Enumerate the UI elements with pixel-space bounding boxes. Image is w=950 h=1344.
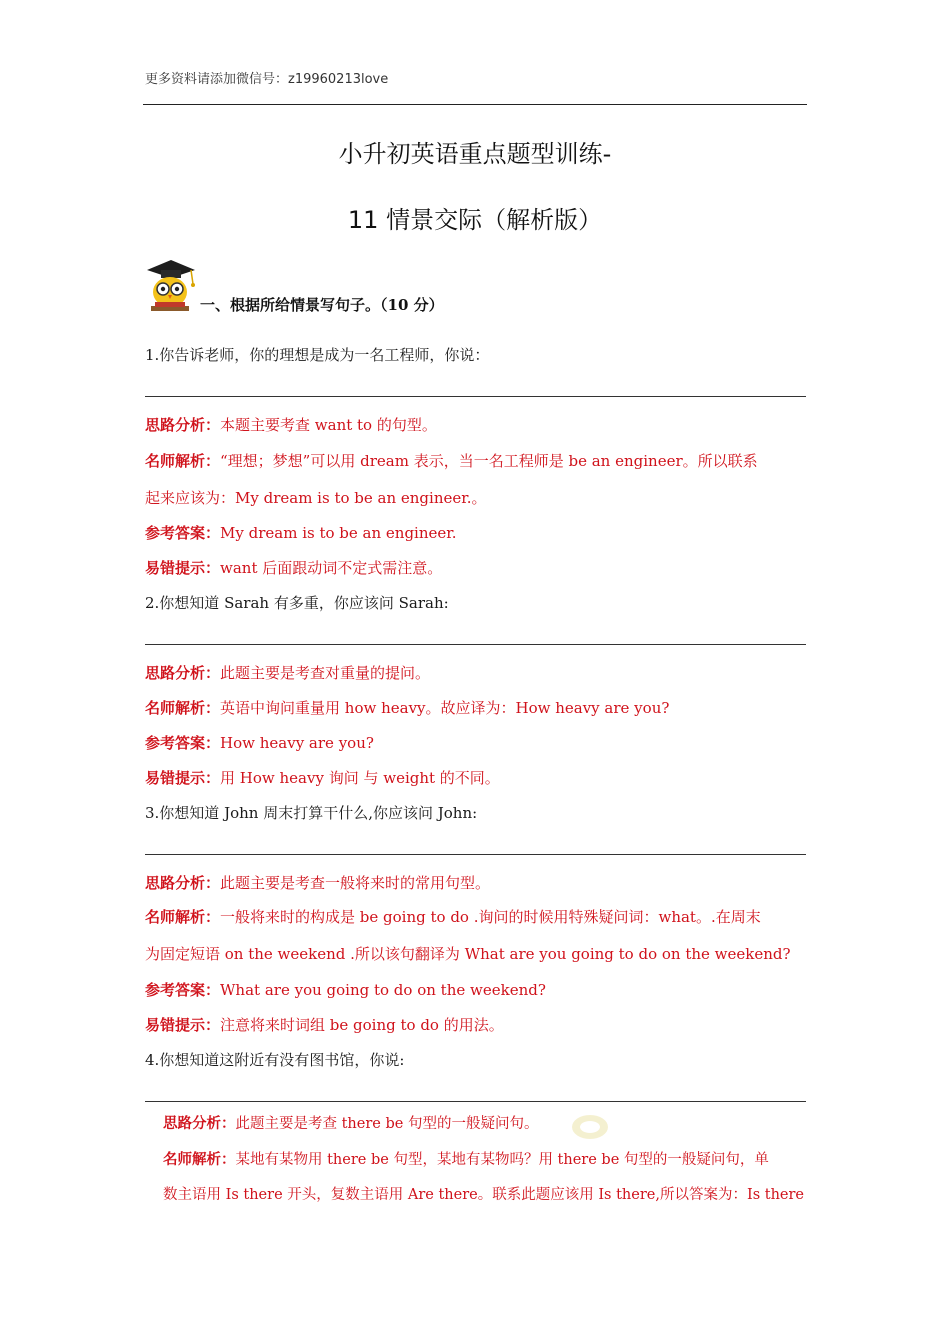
answer-text: How heavy are you? — [220, 734, 374, 752]
teacher-label: 名师解析： — [145, 908, 221, 926]
teacher-label: 名师解析： — [145, 699, 221, 717]
answer-label: 参考答案： — [145, 524, 221, 542]
question-1-prompt: 1.你告诉老师，你的理想是成为一名工程师，你说： — [145, 346, 490, 364]
tip-text: want 后面跟动词不定式需注意。 — [220, 559, 443, 577]
tip-label: 易错提示： — [145, 769, 221, 787]
question-3-tip — [145, 1014, 504, 1035]
question-1-analysis — [145, 414, 437, 435]
question-2-answer-line[interactable] — [145, 644, 806, 645]
teacher-label: 名师解析： — [163, 1151, 236, 1168]
teacher-text-line1: “理想；梦想”可以用 dream 表示，当一名工程师是 be an engineer。所以联系 — [220, 452, 758, 470]
answer-text: My dream is to be an engineer. — [220, 524, 457, 542]
question-3-analysis — [145, 872, 490, 893]
analysis-text: 本题主要考查 want to 的句型。 — [220, 416, 437, 434]
answer-label: 参考答案： — [145, 734, 221, 752]
question-3-teacher-notes-cont: 为固定短语 on the weekend .所以该句翻译为 What are you going to do on the weekend? — [145, 945, 791, 963]
page-title-line1: 小升初英语重点题型训练- — [338, 140, 612, 168]
tip-text: 用 How heavy 询问 与 weight 的不同。 — [220, 769, 500, 787]
question-1-teacher-notes — [145, 450, 758, 471]
analysis-label: 思路分析： — [145, 874, 221, 892]
section-heading: 一、根据所给情景写句子。（10 分） — [200, 296, 444, 314]
question-2-analysis — [145, 662, 430, 683]
tip-label: 易错提示： — [145, 559, 221, 577]
question-2-teacher-notes — [145, 697, 669, 718]
question-3-teacher-notes — [145, 906, 761, 927]
answer-text: What are you going to do on the weekend? — [220, 981, 546, 999]
analysis-text: 此题主要是考查对重量的提问。 — [220, 664, 431, 682]
tip-label: 易错提示： — [145, 1016, 221, 1034]
question-2-tip — [145, 767, 500, 788]
analysis-label: 思路分析： — [145, 664, 221, 682]
analysis-label: 思路分析： — [145, 416, 221, 434]
question-1-reference-answer — [145, 522, 457, 543]
analysis-label: 思路分析： — [163, 1115, 236, 1132]
tip-text: 注意将来时词组 be going to do 的用法。 — [220, 1016, 504, 1034]
analysis-text: 此题主要是考查一般将来时的常用句型。 — [220, 874, 491, 892]
question-1-tip — [145, 557, 442, 578]
answer-label: 参考答案： — [145, 981, 221, 999]
question-4-answer-line[interactable] — [145, 1101, 806, 1102]
teacher-label: 名师解析： — [145, 452, 221, 470]
question-2-prompt: 2.你想知道 Sarah 有多重，你应该问 Sarah: — [145, 594, 449, 612]
page-title-line2: 11 情景交际（解析版） — [347, 206, 603, 234]
question-1-teacher-notes-cont: 起来应该为：My dream is to be an engineer.。 — [145, 489, 487, 507]
header-contact-note: 更多资料请添加微信号：z19960213love — [145, 72, 389, 87]
question-2-reference-answer — [145, 732, 374, 753]
question-4-analysis — [163, 1112, 538, 1133]
teacher-text-line1: 某地有某物用 there be 句型，某地有某物吗？用 there be 句型的一般疑问句，单 — [235, 1152, 769, 1168]
teacher-text-line1: 英语中询问重量用 how heavy。故应译为：How heavy are you? — [220, 699, 670, 717]
owl-graduate-icon — [141, 256, 199, 314]
question-3-prompt: 3.你想知道 John 周末打算干什么,你应该问 John: — [145, 804, 478, 822]
question-4-teacher-notes-cont: 数主语用 Is there 开头，复数主语用 Are there。联系此题应该用 Is there,所以答案为：Is there — [163, 1187, 805, 1203]
question-1-answer-line[interactable] — [145, 396, 806, 397]
question-4-prompt: 4.你想知道这附近有没有图书馆，你说: — [145, 1051, 405, 1069]
header-divider — [143, 104, 807, 105]
teacher-text-line1: 一般将来时的构成是 be going to do .询问的时候用特殊疑问词：what。.在周末 — [220, 908, 761, 926]
question-3-answer-line[interactable] — [145, 854, 806, 855]
analysis-text: 此题主要是考查 there be 句型的一般疑问句。 — [235, 1116, 539, 1132]
question-3-reference-answer — [145, 979, 546, 1000]
question-4-teacher-notes — [163, 1148, 769, 1169]
